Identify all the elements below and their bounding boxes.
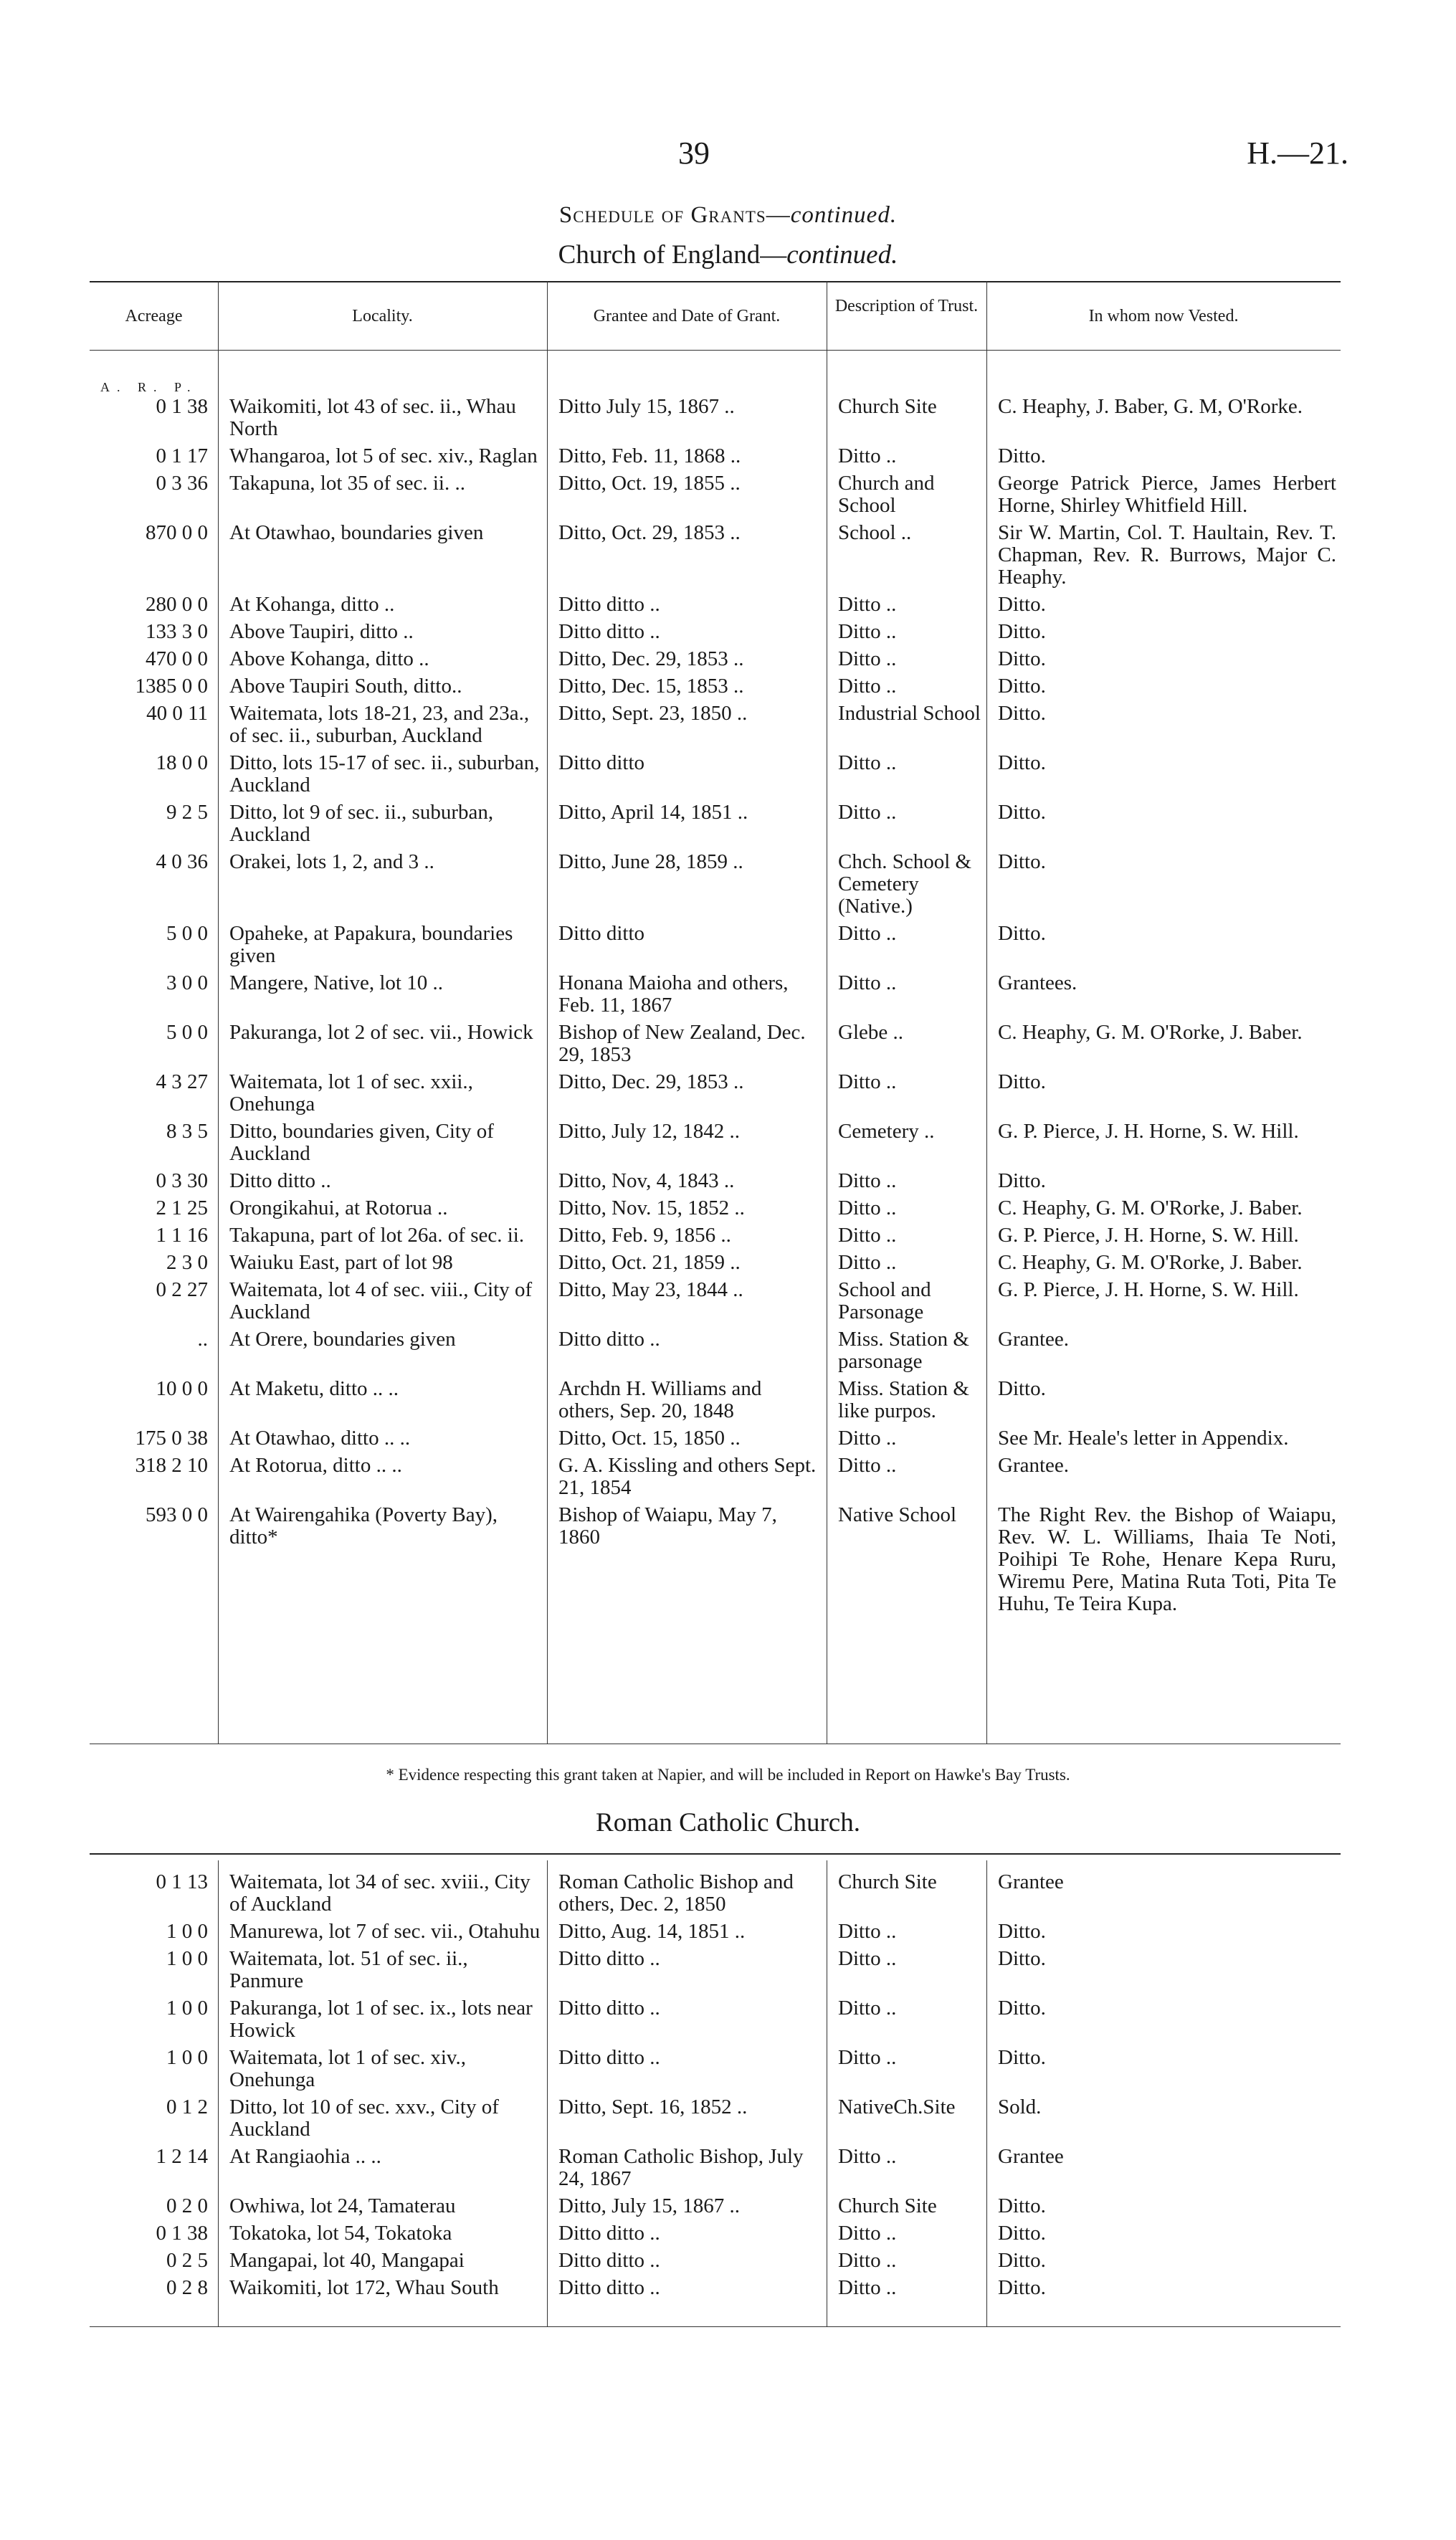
trust-cell: Ditto .. <box>838 1997 897 2020</box>
church-of-england-row <box>90 1279 1341 1328</box>
locality-cell: Takapuna, part of lot 26a. of sec. ii. <box>229 1224 525 1247</box>
grantee-cell: Roman Catholic Bishop, July 24, 1867 <box>558 2145 804 2190</box>
vested-cell: Sir W. Martin, Col. T. Haultain, Rev. T. Chapman, Rev. R. Burrows, Major C. Heaphy. <box>998 521 1336 589</box>
roman-catholic-row <box>90 2195 1341 2222</box>
church-of-england-row <box>90 594 1341 621</box>
trust-cell: NativeCh.Site <box>838 2096 956 2118</box>
header-grantee: Grantee and Date of Grant. <box>593 307 781 325</box>
church-of-england-row <box>90 1378 1341 1427</box>
grantee-cell: Ditto, Sept. 16, 1852 .. <box>558 2096 748 2118</box>
acreage-cell: 470 0 0 <box>146 647 208 670</box>
document-code: H.—21. <box>1247 135 1348 171</box>
vested-cell: G. P. Pierce, J. H. Horne, S. W. Hill. <box>998 1278 1299 1301</box>
vested-cell: Grantee <box>998 1870 1064 1893</box>
grantee-cell: Ditto, Nov, 4, 1843 .. <box>558 1169 735 1192</box>
grantee-cell: Ditto ditto <box>558 922 645 945</box>
vested-cell: Ditto. <box>998 2194 1046 2217</box>
acreage-units-label: A. R. P. <box>100 380 198 394</box>
vested-cell: C. Heaphy, J. Baber, G. M, O'Rorke. <box>998 395 1303 418</box>
roman-catholic-row <box>90 2222 1341 2250</box>
locality-cell: Orakei, lots 1, 2, and 3 .. <box>229 850 434 873</box>
church-of-england-row <box>90 1022 1341 1071</box>
grantee-cell: Ditto ditto .. <box>558 593 660 616</box>
grantee-cell: Ditto, July 15, 1867 .. <box>558 2194 740 2217</box>
trust-cell: Ditto .. <box>838 1920 897 1943</box>
acreage-cell: 40 0 11 <box>146 702 208 725</box>
page-number: 39 <box>678 135 710 171</box>
locality-cell: Opaheke, at Papakura, boundaries given <box>229 922 513 967</box>
vested-cell: Ditto. <box>998 1997 1046 2020</box>
header-bottom-rule <box>90 350 1341 351</box>
roman-catholic-row <box>90 2146 1341 2195</box>
locality-cell: Orongikahui, at Rotorua .. <box>229 1197 448 1219</box>
acreage-cell: 0 1 38 <box>156 395 208 418</box>
grantee-cell: G. A. Kissling and others Sept. 21, 1854 <box>558 1454 817 1499</box>
vested-cell: Ditto. <box>998 751 1046 774</box>
trust-cell: Church and School <box>838 472 935 517</box>
vested-cell: See Mr. Heale's letter in Appendix. <box>998 1427 1289 1450</box>
vested-cell: C. Heaphy, G. M. O'Rorke, J. Baber. <box>998 1021 1303 1044</box>
locality-cell: At Orere, boundaries given <box>229 1328 456 1351</box>
trust-cell: Ditto .. <box>838 2145 897 2168</box>
header-vested: In whom now Vested. <box>1088 307 1239 325</box>
grantee-cell: Ditto, May 23, 1844 .. <box>558 1278 743 1301</box>
vested-cell: C. Heaphy, G. M. O'Rorke, J. Baber. <box>998 1197 1303 1219</box>
vested-cell: Grantee. <box>998 1454 1070 1477</box>
acreage-cell: 1 0 0 <box>166 2046 208 2069</box>
locality-cell: Waikomiti, lot 43 of sec. ii., Whau North <box>229 395 516 440</box>
roman-catholic-row <box>90 2047 1341 2096</box>
acreage-cell: 0 1 2 <box>166 2096 208 2118</box>
section1-title-text: Church of England <box>558 240 761 270</box>
vested-cell: Ditto. <box>998 1169 1046 1192</box>
church-of-england-row <box>90 472 1341 522</box>
grantee-cell: Ditto, Dec. 29, 1853 .. <box>558 647 744 670</box>
trust-cell: Native School <box>838 1503 957 1526</box>
church-of-england-row <box>90 1328 1341 1378</box>
trust-cell: Ditto .. <box>838 1224 897 1247</box>
church-of-england-row <box>90 1071 1341 1121</box>
church-of-england-row <box>90 621 1341 648</box>
acreage-cell: 133 3 0 <box>146 620 208 643</box>
footnote: * Evidence respecting this grant taken at Napier, and will be included in Report on Hawke's Bay Trusts. <box>386 1766 1070 1784</box>
vested-cell: The Right Rev. the Bishop of Waiapu, Rev. W. L. Williams, Ihaia Te Noti, Poihipi Te Rohe, Henare Kepa Ruru, Wiremu Pere, Matina Ruta Toti, Pita Te Huhu, Te Teira Kupa. <box>998 1503 1336 1615</box>
church-of-england-row <box>90 972 1341 1022</box>
trust-cell: School and Parsonage <box>838 1278 931 1323</box>
grantee-cell: Ditto July 15, 1867 .. <box>558 395 735 418</box>
grantee-cell: Roman Catholic Bishop and others, Dec. 2, 1850 <box>558 1870 794 1916</box>
section-title-roman-catholic: Roman Catholic Church. <box>596 1808 860 1837</box>
locality-cell: Above Taupiri South, ditto.. <box>229 675 462 698</box>
vested-cell: Ditto. <box>998 2046 1046 2069</box>
roman-catholic-row <box>90 1871 1341 1921</box>
trust-cell: Chch. School & Cemetery (Native.) <box>838 850 972 918</box>
vested-cell: Ditto. <box>998 675 1046 698</box>
church-of-england-row <box>90 648 1341 675</box>
locality-cell: Above Taupiri, ditto .. <box>229 620 414 643</box>
locality-cell: Mangapai, lot 40, Mangapai <box>229 2249 465 2272</box>
church-of-england-row <box>90 396 1341 445</box>
trust-cell: Church Site <box>838 395 937 418</box>
grantee-cell: Ditto, Feb. 9, 1856 .. <box>558 1224 731 1247</box>
grantee-cell: Archdn H. Williams and others, Sep. 20, 1848 <box>558 1377 762 1422</box>
vested-cell: Ditto. <box>998 2276 1046 2299</box>
acreage-cell: 3 0 0 <box>166 971 208 994</box>
grantee-cell: Ditto, Nov. 15, 1852 .. <box>558 1197 745 1219</box>
vested-cell: G. P. Pierce, J. H. Horne, S. W. Hill. <box>998 1120 1299 1143</box>
trust-cell: Ditto .. <box>838 1427 897 1450</box>
table2-bottom-rule <box>90 2326 1341 2327</box>
grantee-cell: Ditto ditto .. <box>558 620 660 643</box>
grantee-cell: Ditto, Oct. 29, 1853 .. <box>558 521 741 544</box>
locality-cell: Tokatoka, lot 54, Tokatoka <box>229 2222 452 2245</box>
locality-cell: Mangere, Native, lot 10 .. <box>229 971 443 994</box>
church-of-england-row <box>90 1504 1341 1620</box>
trust-cell: Ditto .. <box>838 1947 897 1970</box>
trust-cell: Ditto .. <box>838 1251 897 1274</box>
roman-catholic-row <box>90 1921 1341 1948</box>
vested-cell: Ditto. <box>998 620 1046 643</box>
roman-catholic-row <box>90 2277 1341 2304</box>
locality-cell: Pakuranga, lot 2 of sec. vii., Howick <box>229 1021 533 1044</box>
vested-cell: Ditto. <box>998 593 1046 616</box>
grantee-cell: Ditto, Aug. 14, 1851 .. <box>558 1920 746 1943</box>
grantee-cell: Ditto ditto .. <box>558 1947 660 1970</box>
locality-cell: Waitemata, lot 34 of sec. xviii., City of Auckland <box>229 1870 530 1916</box>
acreage-cell: 0 1 17 <box>156 444 208 467</box>
grantee-cell: Ditto, June 28, 1859 .. <box>558 850 743 873</box>
trust-cell: Cemetery .. <box>838 1120 935 1143</box>
grantee-cell: Ditto, Oct. 21, 1859 .. <box>558 1251 741 1274</box>
locality-cell: Ditto, boundaries given, City of Auckland <box>229 1120 494 1165</box>
vested-cell: Ditto. <box>998 1920 1046 1943</box>
trust-cell: Miss. Station & parsonage <box>838 1328 969 1373</box>
grantee-cell: Ditto ditto .. <box>558 2249 660 2272</box>
church-of-england-row <box>90 1121 1341 1170</box>
church-of-england-row <box>90 923 1341 972</box>
grantee-cell: Ditto ditto .. <box>558 2046 660 2069</box>
church-of-england-row <box>90 1427 1341 1455</box>
acreage-cell: 1 0 0 <box>166 1997 208 2020</box>
locality-cell: Owhiwa, lot 24, Tamaterau <box>229 2194 456 2217</box>
trust-cell: Ditto .. <box>838 647 897 670</box>
church-of-england-row <box>90 1455 1341 1504</box>
acreage-cell: 4 0 36 <box>156 850 208 873</box>
trust-cell: Ditto .. <box>838 751 897 774</box>
church-of-england-table <box>90 396 1341 1620</box>
acreage-cell: 0 2 0 <box>166 2194 208 2217</box>
acreage-cell: 5 0 0 <box>166 922 208 945</box>
grantee-cell: Bishop of New Zealand, Dec. 29, 1853 <box>558 1021 806 1066</box>
table2-top-rule <box>90 1853 1341 1855</box>
trust-cell: Ditto .. <box>838 2046 897 2069</box>
acreage-cell: 0 3 30 <box>156 1169 208 1192</box>
locality-cell: Manurewa, lot 7 of sec. vii., Otahuhu <box>229 1920 541 1943</box>
roman-catholic-row <box>90 1997 1341 2047</box>
acreage-cell: 0 1 38 <box>156 2222 208 2245</box>
vested-cell: C. Heaphy, G. M. O'Rorke, J. Baber. <box>998 1251 1303 1274</box>
section1-continued: continued. <box>786 240 898 270</box>
trust-cell: Church Site <box>838 1870 937 1893</box>
trust-cell: Ditto .. <box>838 2276 897 2299</box>
locality-cell: At Rotorua, ditto .. .. <box>229 1454 402 1477</box>
church-of-england-row <box>90 522 1341 594</box>
vested-cell: Ditto. <box>998 850 1046 873</box>
vested-cell: Sold. <box>998 2096 1042 2118</box>
roman-catholic-table <box>90 1871 1341 2304</box>
locality-cell: Ditto, lot 9 of sec. ii., suburban, Auckland <box>229 801 494 846</box>
trust-cell: Ditto .. <box>838 620 897 643</box>
vested-cell: Ditto. <box>998 922 1046 945</box>
grantee-cell: Ditto ditto .. <box>558 2276 660 2299</box>
grantee-cell: Ditto, Dec. 15, 1853 .. <box>558 675 744 698</box>
church-of-england-row <box>90 1224 1341 1252</box>
vested-cell: George Patrick Pierce, James Herbert Horne, Shirley Whitfield Hill. <box>998 472 1336 517</box>
church-of-england-row <box>90 445 1341 472</box>
acreage-cell: 870 0 0 <box>146 521 208 544</box>
header-acreage: Acreage <box>125 307 183 325</box>
trust-cell: Ditto .. <box>838 675 897 698</box>
grantee-cell: Ditto, July 12, 1842 .. <box>558 1120 740 1143</box>
acreage-cell: 0 1 13 <box>156 1870 208 1893</box>
locality-cell: Waitemata, lot 4 of sec. viii., City of Auckland <box>229 1278 533 1323</box>
acreage-cell: 593 0 0 <box>146 1503 208 1526</box>
vested-cell: Grantee <box>998 2145 1064 2168</box>
acreage-cell: 0 2 8 <box>166 2276 208 2299</box>
grantee-cell: Ditto ditto <box>558 751 645 774</box>
vested-cell: Ditto. <box>998 1377 1046 1400</box>
grantee-cell: Ditto, Sept. 23, 1850 .. <box>558 702 748 725</box>
acreage-cell: .. <box>197 1328 208 1351</box>
trust-cell: Ditto .. <box>838 2222 897 2245</box>
acreage-cell: 1 2 14 <box>156 2145 208 2168</box>
acreage-cell: 280 0 0 <box>146 593 208 616</box>
church-of-england-row <box>90 1197 1341 1224</box>
locality-cell: Pakuranga, lot 1 of sec. ix., lots near Howick <box>229 1997 533 2042</box>
grantee-cell: Ditto, Feb. 11, 1868 .. <box>558 444 741 467</box>
locality-cell: Waitemata, lot. 51 of sec. ii., Panmure <box>229 1947 468 1992</box>
acreage-cell: 0 3 36 <box>156 472 208 495</box>
schedule-title-lead: Schedule of Grants <box>558 202 766 228</box>
trust-cell: Ditto .. <box>838 1197 897 1219</box>
trust-cell: Ditto .. <box>838 922 897 945</box>
trust-cell: Church Site <box>838 2194 937 2217</box>
church-of-england-row <box>90 802 1341 851</box>
roman-catholic-row <box>90 1948 1341 1997</box>
acreage-cell: 1 0 0 <box>166 1947 208 1970</box>
acreage-cell: 10 0 0 <box>156 1377 208 1400</box>
acreage-cell: 2 3 0 <box>166 1251 208 1274</box>
locality-cell: At Otawhao, ditto .. .. <box>229 1427 411 1450</box>
locality-cell: Waikomiti, lot 172, Whau South <box>229 2276 499 2299</box>
church-of-england-row <box>90 675 1341 703</box>
locality-cell: At Wairengahika (Poverty Bay), ditto* <box>229 1503 498 1549</box>
church-of-england-row <box>90 1170 1341 1197</box>
trust-cell: Ditto .. <box>838 1454 897 1477</box>
locality-cell: Ditto ditto .. <box>229 1169 331 1192</box>
section-title-church-of-england: Church of England—continued. <box>558 240 898 270</box>
locality-cell: Waitemata, lot 1 of sec. xiv., Onehunga <box>229 2046 466 2091</box>
header-locality: Locality. <box>352 307 413 325</box>
locality-cell: Whangaroa, lot 5 of sec. xiv., Raglan <box>229 444 538 467</box>
schedule-title-continued: continued. <box>790 202 898 228</box>
locality-cell: At Maketu, ditto .. .. <box>229 1377 399 1400</box>
acreage-cell: 1385 0 0 <box>135 675 208 698</box>
vested-cell: Ditto. <box>998 2222 1046 2245</box>
trust-cell: Industrial School <box>838 702 981 725</box>
trust-cell: Glebe .. <box>838 1021 903 1044</box>
locality-cell: At Rangiaohia .. .. <box>229 2145 381 2168</box>
grantee-cell: Ditto ditto .. <box>558 2222 660 2245</box>
schedule-title: Schedule of Grants—continued. <box>558 202 898 228</box>
acreage-cell: 1 0 0 <box>166 1920 208 1943</box>
acreage-cell: 0 2 27 <box>156 1278 208 1301</box>
acreage-cell: 1 1 16 <box>156 1224 208 1247</box>
vested-cell: Ditto. <box>998 1070 1046 1093</box>
locality-cell: Above Kohanga, ditto .. <box>229 647 429 670</box>
locality-cell: Waitemata, lot 1 of sec. xxii., Onehunga <box>229 1070 473 1116</box>
locality-cell: Ditto, lots 15-17 of sec. ii., suburban, Auckland <box>229 751 540 796</box>
grantee-cell: Ditto, Dec. 29, 1853 .. <box>558 1070 744 1093</box>
acreage-cell: 175 0 38 <box>135 1427 208 1450</box>
trust-cell: Ditto .. <box>838 2249 897 2272</box>
vested-cell: Ditto. <box>998 801 1046 824</box>
header-trust: Description of Trust. <box>834 297 979 315</box>
locality-cell: Waitemata, lots 18-21, 23, and 23a., of sec. ii., suburban, Auckland <box>229 702 530 747</box>
trust-cell: Ditto .. <box>838 1070 897 1093</box>
grantee-cell: Ditto, Oct. 19, 1855 .. <box>558 472 741 495</box>
acreage-cell: 2 1 25 <box>156 1197 208 1219</box>
acreage-cell: 9 2 5 <box>166 801 208 824</box>
acreage-cell: 5 0 0 <box>166 1021 208 1044</box>
church-of-england-row <box>90 1252 1341 1279</box>
trust-cell: Ditto .. <box>838 971 897 994</box>
church-of-england-row <box>90 703 1341 752</box>
locality-cell: Waiuku East, part of lot 98 <box>229 1251 453 1274</box>
vested-cell: Ditto. <box>998 444 1046 467</box>
grantee-cell: Ditto ditto .. <box>558 1328 660 1351</box>
roman-catholic-row <box>90 2096 1341 2146</box>
header-top-rule <box>90 281 1341 282</box>
trust-cell: Ditto .. <box>838 801 897 824</box>
grantee-cell: Bishop of Waiapu, May 7, 1860 <box>558 1503 777 1549</box>
trust-cell: Ditto .. <box>838 444 897 467</box>
acreage-cell: 318 2 10 <box>135 1454 208 1477</box>
church-of-england-row <box>90 752 1341 802</box>
vested-cell: Grantee. <box>998 1328 1070 1351</box>
acreage-cell: 0 2 5 <box>166 2249 208 2272</box>
vested-cell: Ditto. <box>998 702 1046 725</box>
grantee-cell: Ditto ditto .. <box>558 1997 660 2020</box>
roman-catholic-row <box>90 2250 1341 2277</box>
trust-cell: School .. <box>838 521 912 544</box>
locality-cell: Takapuna, lot 35 of sec. ii. .. <box>229 472 465 495</box>
grantee-cell: Ditto, Oct. 15, 1850 .. <box>558 1427 741 1450</box>
acreage-cell: 4 3 27 <box>156 1070 208 1093</box>
vested-cell: G. P. Pierce, J. H. Horne, S. W. Hill. <box>998 1224 1299 1247</box>
grantee-cell: Ditto, April 14, 1851 .. <box>558 801 748 824</box>
locality-cell: At Kohanga, ditto .. <box>229 593 395 616</box>
trust-cell: Ditto .. <box>838 593 897 616</box>
acreage-cell: 8 3 5 <box>166 1120 208 1143</box>
locality-cell: Ditto, lot 10 of sec. xxv., City of Auckland <box>229 2096 499 2141</box>
vested-cell: Ditto. <box>998 1947 1046 1970</box>
trust-cell: Ditto .. <box>838 1169 897 1192</box>
trust-cell: Miss. Station & like purpos. <box>838 1377 969 1422</box>
locality-cell: At Otawhao, boundaries given <box>229 521 484 544</box>
vested-cell: Grantees. <box>998 971 1077 994</box>
vested-cell: Ditto. <box>998 647 1046 670</box>
grantee-cell: Honana Maioha and others, Feb. 11, 1867 <box>558 971 789 1017</box>
acreage-cell: 18 0 0 <box>156 751 208 774</box>
vested-cell: Ditto. <box>998 2249 1046 2272</box>
church-of-england-row <box>90 851 1341 923</box>
